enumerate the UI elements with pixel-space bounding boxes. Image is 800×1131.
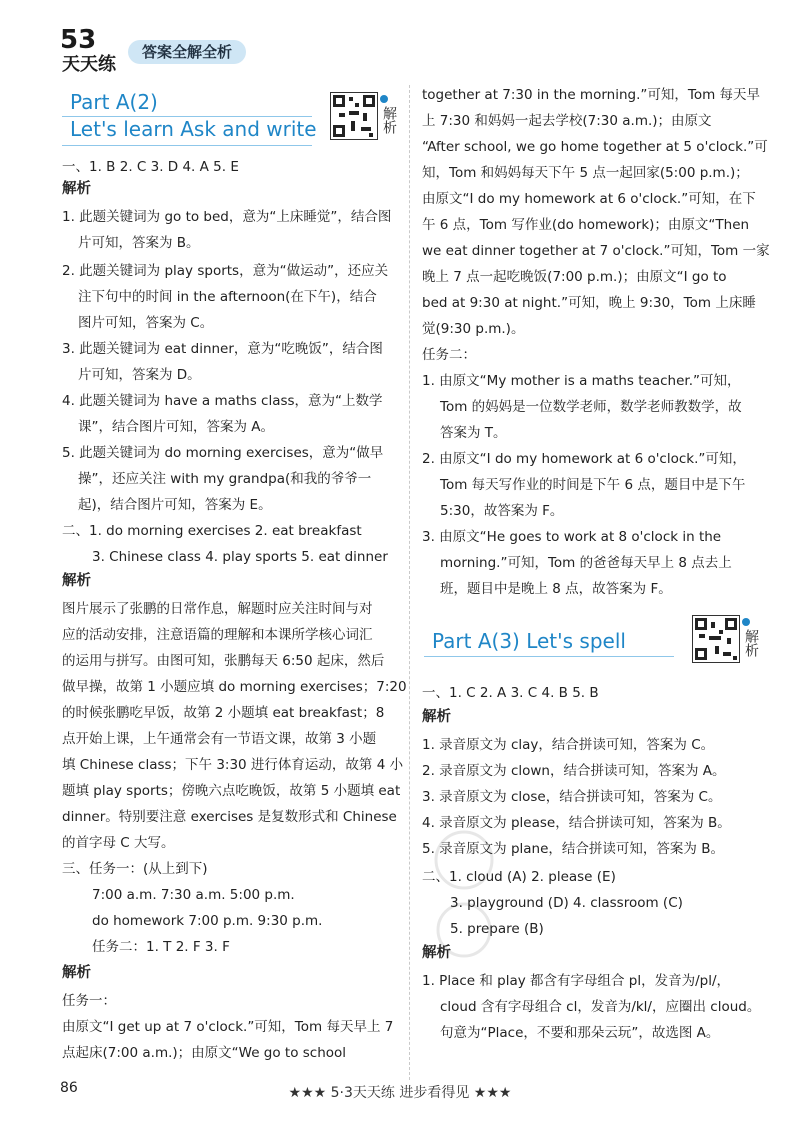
task-2-text-line: Tom 的妈妈是一位数学老师，数学老师教数学，故	[440, 399, 742, 415]
spell-answer-3: 3. 录音原文为 close，结合拼读可知，答案为 C。	[422, 789, 722, 805]
answer-5-line-1: 5. 此题关键词为 do morning exercises，意为“做早	[62, 445, 384, 461]
task-2-text-line: 3. 由原文“He goes to work at 8 o'clock in the	[422, 529, 722, 545]
answer-4-line-2: 课”，结合图片可知，答案为 A。	[78, 419, 275, 435]
task-1-text-line: 由原文“I get up at 7 o'clock.”可知，Tom 每天早上 7	[62, 1019, 394, 1035]
task-1-text-line: 由原文“I do my homework at 6 o'clock.”可知，在下	[422, 191, 756, 207]
answer-3-line-1: 3. 此题关键词为 eat dinner，意为“吃晚饭”，结合图	[62, 341, 383, 357]
spell-answer-1: 1. 录音原文为 clay，结合拼读可知，答案为 C。	[422, 737, 715, 753]
section-1-answers: 一、1. B 2. C 3. D 4. A 5. E	[62, 159, 239, 175]
explanation-line: cloud 含有字母组合 cl，发音为/kl/，应圈出 cloud。	[440, 999, 761, 1015]
task-2-text-line: 1. 由原文“My mother is a maths teacher.”可知，	[422, 373, 741, 389]
analysis-para-line: 填 Chinese class；下午 3:30 进行体育运动，故第 4 小	[62, 757, 404, 773]
part-title-a2: Part A(2)	[70, 90, 158, 114]
analysis-heading: 解析	[62, 965, 91, 981]
analysis-para-line: 的运用与拼写。由图可知，张鹏每天 6:50 起床，然后	[62, 653, 385, 669]
answer-5-line-3: 起)，结合图片可知，答案为 E。	[78, 497, 272, 513]
svg-text:天天练: 天天练	[62, 54, 116, 74]
task-1-label: 任务一：	[62, 993, 116, 1009]
footer-slogan: ★★★ 5·3天天练 进步看得见 ★★★	[288, 1085, 512, 1101]
task-2-text-line: morning.”可知，Tom 的爸爸每天早上 8 点去上	[440, 555, 732, 571]
qr-code-icon[interactable]	[692, 615, 740, 663]
answer-3-line-2: 片可知，答案为 D。	[78, 367, 201, 383]
task-1-text-line: we eat dinner together at 7 o'clock.”可知，Tom 一家	[422, 243, 770, 259]
section-3-heading: 三、任务一：(从上到下)	[62, 861, 208, 877]
analysis-para-line: 点开始上课，上午通常会有一节语文课，故第 3 小题	[62, 731, 377, 747]
task-1-text-line: bed at 9:30 at night.”可知，晚上 9:30，Tom 上床睡	[422, 295, 756, 311]
spell-answer-4: 4. 录音原文为 please，结合拼读可知，答案为 B。	[422, 815, 731, 831]
analysis-para-line: 做早操，故第 1 小题应填 do morning exercises；7:20	[62, 679, 407, 695]
answer-1-line-1: 1. 此题关键词为 go to bed，意为“上床睡觉”，结合图	[62, 209, 392, 225]
spell-answer-2: 2. 录音原文为 clown，结合拼读可知，答案为 A。	[422, 763, 726, 779]
explanation-line: 句意为“Place，不要和那朵云玩”，故选图 A。	[440, 1025, 720, 1041]
page-number: 86	[60, 1080, 78, 1096]
section-2-answers-3: 5. prepare (B)	[450, 921, 544, 937]
task-1-text-line: 觉(9:30 p.m.)。	[422, 321, 525, 337]
task-1-text-line: 点起床(7:00 a.m.)；由原文“We go to school	[62, 1045, 347, 1061]
analysis-heading: 解析	[62, 181, 91, 197]
brand-logo	[58, 22, 124, 74]
part-title-a3: Part A(3) Let's spell	[432, 629, 626, 653]
watermark-stamp	[432, 820, 496, 970]
svg-text:53: 53	[60, 25, 97, 55]
title-underline	[424, 656, 674, 657]
task-1-activities: do homework 7:00 p.m. 9:30 p.m.	[92, 913, 323, 929]
answer-2-line-2: 注下句中的时间 in the afternoon(在下午)，结合	[78, 289, 377, 305]
task-1-text-line: “After school, we go home together at 5 o'clock.”可	[422, 139, 768, 155]
header-tag: 答案全解全析	[128, 40, 246, 64]
task-1-text-line: 午 6 点，Tom 写作业(do homework)；由原文“Then	[422, 217, 750, 233]
task-1-text-line: 晚上 7 点一起吃晚饭(7:00 p.m.)；由原文“I go to	[422, 269, 727, 285]
section-2-answers-1: 二、1. cloud (A) 2. please (E)	[422, 869, 616, 885]
task-1-text-line: 知，Tom 和妈妈每天下午 5 点一起回家(5:00 p.m.)；	[422, 165, 749, 181]
answer-2-line-3: 图片可知，答案为 C。	[78, 315, 214, 331]
section-2-answers-1: 二、1. do morning exercises 2. eat breakfast	[62, 523, 362, 539]
task-2-text-line: 2. 由原文“I do my homework at 6 o'clock.”可知，	[422, 451, 746, 467]
task-2-text-line: Tom 每天写作业的时间是下午 6 点，题目中是下午	[440, 477, 746, 493]
section-2-answers-2: 3. playground (D) 4. classroom (C)	[450, 895, 683, 911]
task-2-text-line: 答案为 T。	[440, 425, 507, 441]
spell-answer-5: 5. 录音原文为 plane，结合拼读可知，答案为 B。	[422, 841, 724, 857]
answer-5-line-2: 操”，还应关注 with my grandpa(和我的爷爷一	[78, 471, 372, 487]
task-1-text-line: together at 7:30 in the morning.”可知，Tom 每天早	[422, 87, 761, 103]
task-1-times: 7:00 a.m. 7:30 a.m. 5:00 p.m.	[92, 887, 295, 903]
task-1-text-line: 上 7:30 和妈妈一起去学校(7:30 a.m.)；由原文	[422, 113, 712, 129]
analysis-para-line: 题填 play sports；傍晚六点吃晚饭，故第 5 小题填 eat	[62, 783, 401, 799]
task-2-answers: 任务二：1. T 2. F 3. F	[92, 939, 230, 955]
task-2-label: 任务二：	[422, 347, 476, 363]
analysis-para-line: 图片展示了张鹏的日常作息，解题时应关注时间与对	[62, 601, 373, 617]
answer-1-line-2: 片可知，答案为 B。	[78, 235, 200, 251]
qr-label: 解析	[743, 629, 759, 657]
play-icon	[742, 618, 750, 626]
answer-4-line-1: 4. 此题关键词为 have a maths class，意为“上数学	[62, 393, 383, 409]
task-2-text-line: 5:30，故答案为 F。	[440, 503, 564, 519]
explanation-line: 1. Place 和 play 都含有字母组合 pl，发音为/pl/，	[422, 973, 731, 989]
section-2-answers-2: 3. Chinese class 4. play sports 5. eat dinner	[92, 549, 388, 565]
title-underline	[62, 145, 312, 146]
qr-code-icon[interactable]	[330, 92, 378, 140]
analysis-para-line: 的首字母 C 大写。	[62, 835, 175, 851]
analysis-heading: 解析	[62, 573, 91, 589]
analysis-para-line: 的时候张鹏吃早饭，故第 2 小题填 eat breakfast；8	[62, 705, 385, 721]
analysis-heading: 解析	[422, 709, 451, 725]
qr-label: 解析	[381, 106, 397, 134]
answer-2-line-1: 2. 此题关键词为 play sports，意为“做运动”，还应关	[62, 263, 389, 279]
play-icon	[380, 95, 388, 103]
analysis-heading: 解析	[422, 945, 451, 961]
analysis-para-line: 应的活动安排，注意语篇的理解和本课所学核心词汇	[62, 627, 373, 643]
column-divider	[409, 85, 410, 1080]
analysis-para-line: dinner。特别要注意 exercises 是复数形式和 Chinese	[62, 809, 397, 825]
section-1-answers: 一、1. C 2. A 3. C 4. B 5. B	[422, 685, 599, 701]
task-2-text-line: 班，题目中是晚上 8 点，故答案为 F。	[440, 581, 672, 597]
part-subtitle-a2: Let's learn Ask and write	[70, 117, 317, 141]
